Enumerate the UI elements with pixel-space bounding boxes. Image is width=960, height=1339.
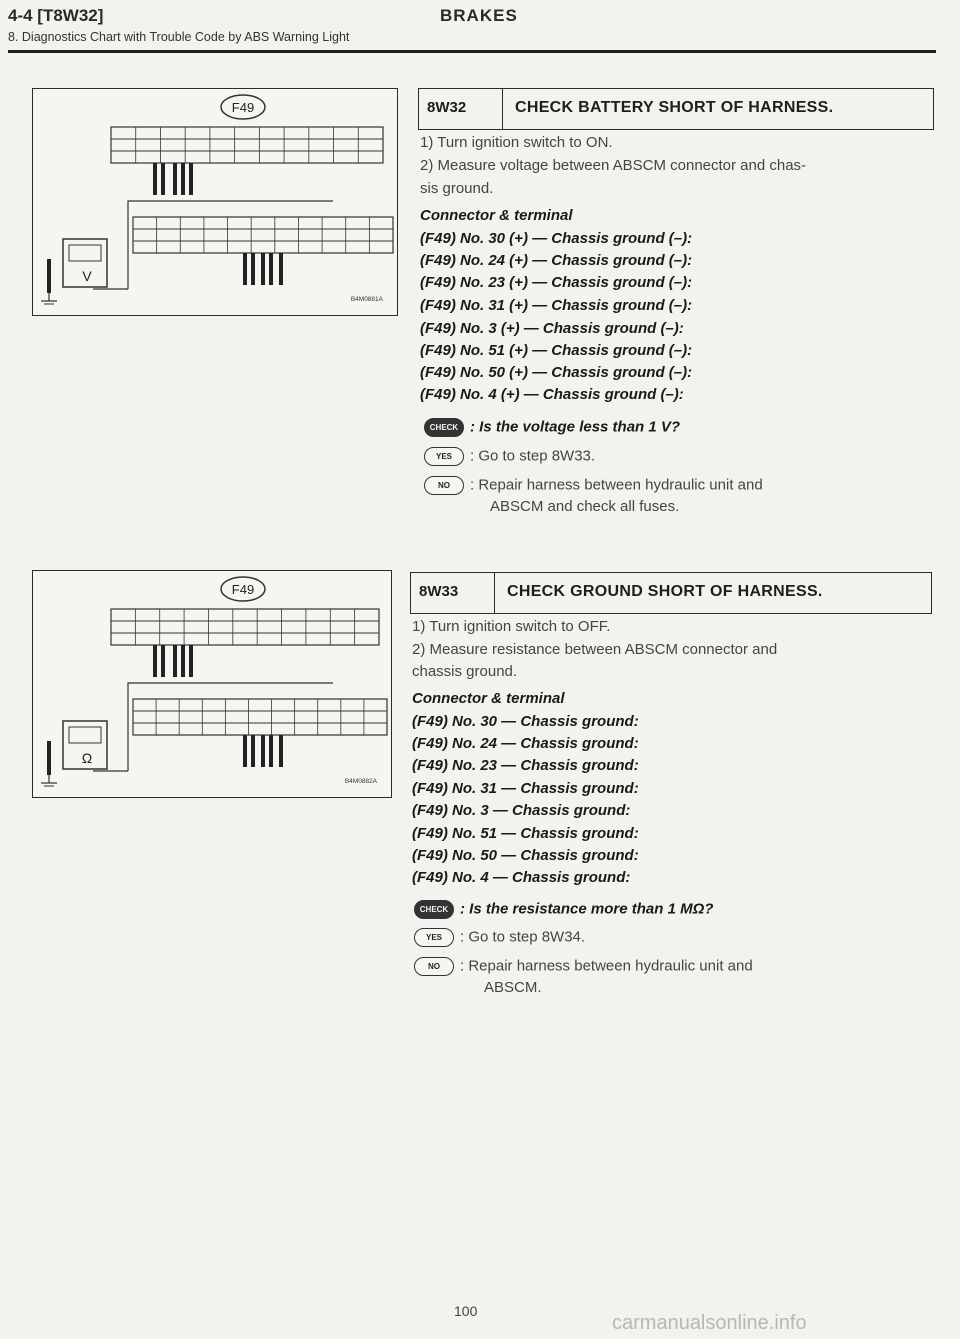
figure-id: B4M0881A — [350, 296, 383, 303]
instruction-line: 1) Turn ignition switch to OFF. — [412, 618, 611, 635]
step-header-8w32 — [418, 88, 934, 130]
voltage-wiring-diagram — [32, 88, 398, 316]
resistance-wiring-diagram — [32, 570, 392, 798]
connector-label: F49 — [231, 582, 255, 597]
check-icon: CHECK — [414, 900, 454, 919]
connector-diagram-voltage — [33, 89, 397, 315]
check-icon: CHECK — [424, 418, 464, 437]
terminal-line: (F49) No. 51 (+) — Chassis ground (–): — [420, 342, 693, 359]
yes-row — [424, 447, 595, 466]
no-row — [414, 957, 753, 976]
no-answer: : Repair harness between hydraulic unit and — [470, 476, 763, 494]
check-question: : Is the voltage less than 1 V? — [470, 418, 681, 436]
step-header-8w33 — [410, 572, 932, 614]
step-id: 8W32 — [419, 89, 503, 129]
no-answer-cont: ABSCM and check all fuses. — [490, 498, 680, 515]
header-rule — [8, 50, 936, 53]
terminal-line: (F49) No. 50 — Chassis ground: — [412, 847, 639, 864]
terminal-line: (F49) No. 4 (+) — Chassis ground (–): — [420, 386, 684, 403]
no-answer: : Repair harness between hydraulic unit and — [460, 957, 753, 975]
terminal-line: (F49) No. 31 (+) — Chassis ground (–): — [420, 297, 693, 314]
terminal-line: (F49) No. 51 — Chassis ground: — [412, 825, 639, 842]
instruction-line: 2) Measure voltage between ABSCM connector and chas- — [420, 157, 807, 174]
upper-connector-block — [111, 127, 383, 163]
instruction-line: chassis ground. — [412, 663, 518, 680]
connector-heading: Connector & terminal — [412, 690, 565, 707]
step-title: CHECK GROUND SHORT OF HARNESS. — [507, 583, 823, 600]
terminal-line: (F49) No. 24 — Chassis ground: — [412, 735, 639, 752]
terminal-line: (F49) No. 31 — Chassis ground: — [412, 780, 639, 797]
no-icon: NO — [414, 957, 454, 976]
yes-icon: YES — [424, 447, 464, 466]
no-answer-cont: ABSCM. — [484, 979, 542, 996]
terminal-line: (F49) No. 3 (+) — Chassis ground (–): — [420, 320, 684, 337]
section-code: 4-4 [T8W32] — [8, 6, 104, 25]
terminal-line: (F49) No. 23 (+) — Chassis ground (–): — [420, 274, 693, 291]
page-title: BRAKES — [440, 6, 518, 25]
instruction-line: sis ground. — [420, 180, 494, 197]
no-row — [424, 476, 763, 495]
terminal-line: (F49) No. 30 (+) — Chassis ground (–): — [420, 230, 693, 247]
meter-symbol: Ω — [81, 750, 93, 766]
connector-label: F49 — [231, 100, 255, 115]
terminal-line: (F49) No. 4 — Chassis ground: — [412, 869, 631, 886]
connector-diagram-resistance — [33, 571, 391, 797]
lower-connector-block — [133, 217, 393, 253]
check-row — [414, 900, 713, 919]
instruction-line: 2) Measure resistance between ABSCM connector and — [412, 641, 778, 658]
page-number: 100 — [454, 1303, 478, 1319]
terminal-line: (F49) No. 50 (+) — Chassis ground (–): — [420, 364, 693, 381]
meter-symbol: V — [82, 268, 92, 284]
terminal-line: (F49) No. 23 — Chassis ground: — [412, 757, 639, 774]
step-title: CHECK BATTERY SHORT OF HARNESS. — [515, 99, 834, 116]
yes-icon: YES — [414, 928, 454, 947]
check-question: : Is the resistance more than 1 MΩ? — [460, 900, 714, 918]
yes-answer: : Go to step 8W34. — [460, 928, 586, 946]
connector-heading: Connector & terminal — [420, 207, 573, 224]
yes-answer: : Go to step 8W33. — [470, 447, 596, 465]
yes-row — [414, 928, 585, 947]
terminal-line: (F49) No. 30 — Chassis ground: — [412, 713, 639, 730]
terminal-line: (F49) No. 3 — Chassis ground: — [412, 802, 631, 819]
page-subtitle: 8. Diagnostics Chart with Trouble Code by ABS Warning Light — [8, 30, 350, 44]
check-row — [424, 418, 680, 437]
watermark: carmanualsonline.info — [612, 1312, 807, 1334]
no-icon: NO — [424, 476, 464, 495]
terminal-line: (F49) No. 24 (+) — Chassis ground (–): — [420, 252, 693, 269]
figure-id: B4M0882A — [344, 778, 377, 785]
instruction-line: 1) Turn ignition switch to ON. — [420, 134, 613, 151]
step-id: 8W33 — [411, 573, 495, 613]
